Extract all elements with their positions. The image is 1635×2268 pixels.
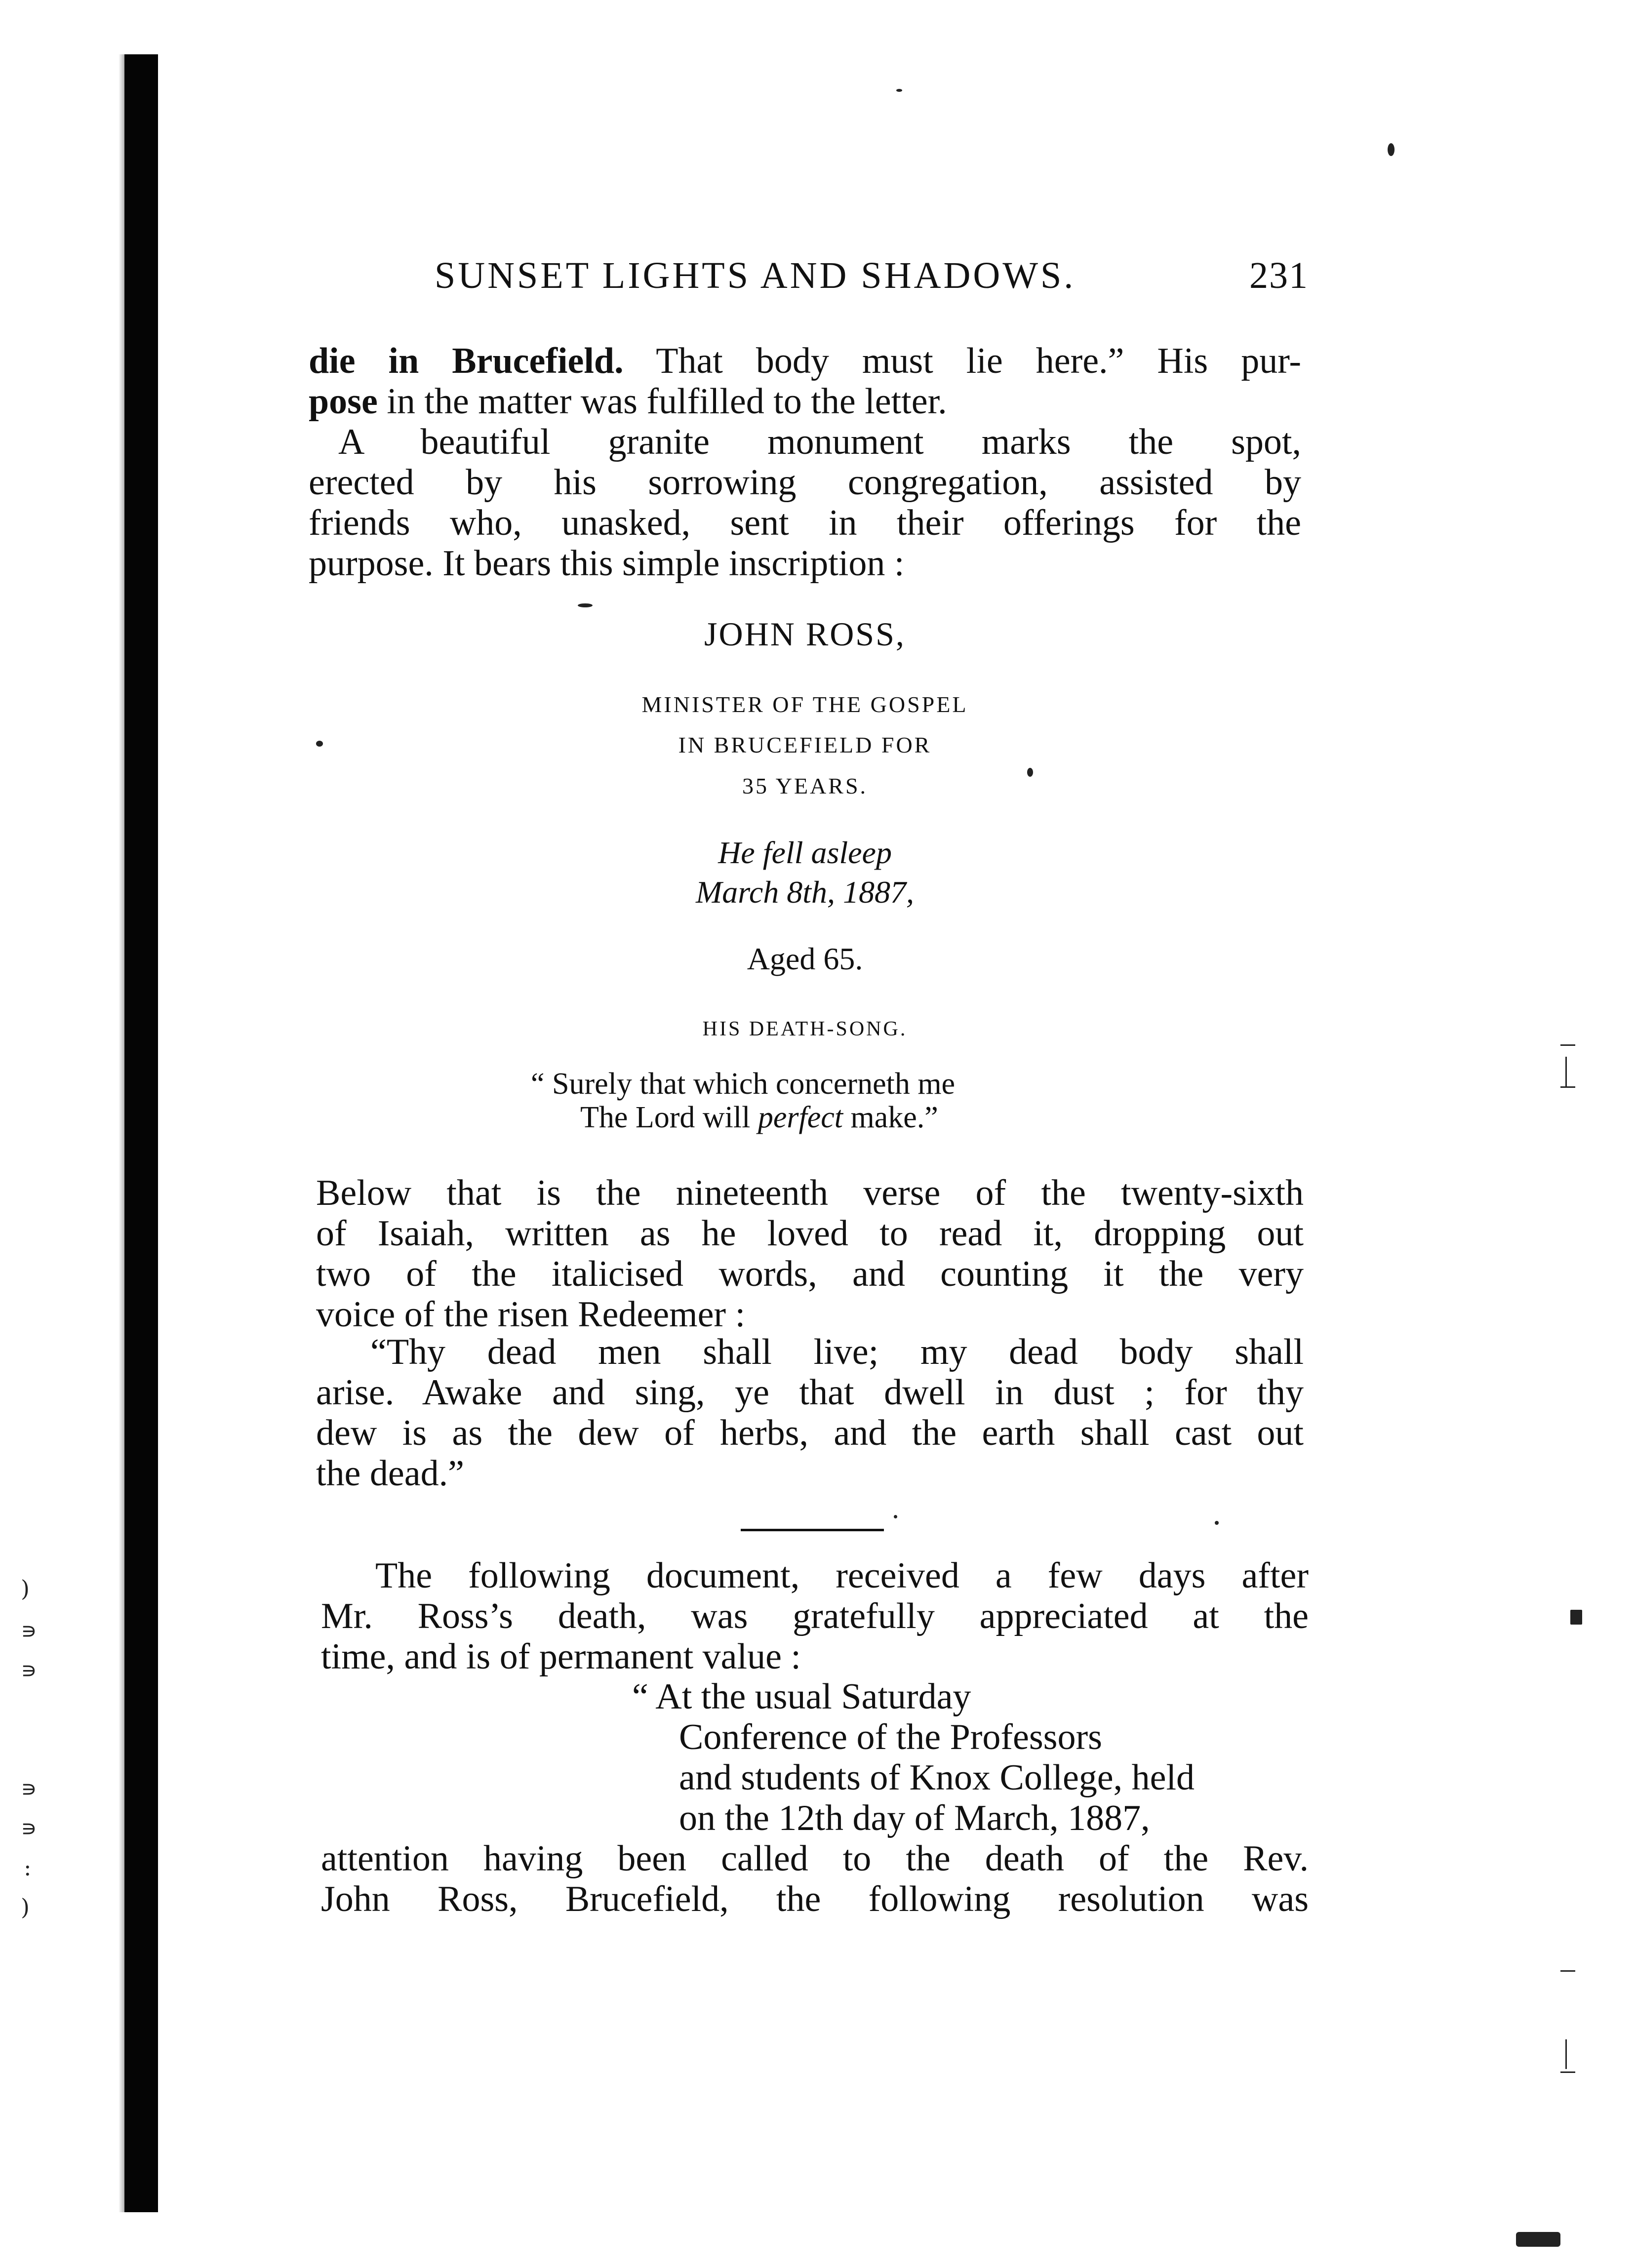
- text-line: arise. Awake and sing, ye that dwell in dust ; for thy: [316, 1372, 1304, 1413]
- paragraph-continuation: [309, 341, 1301, 422]
- text-line: voice of the risen Redeemer :: [316, 1294, 746, 1335]
- text-line: erected by his sorrowing congregation, assisted by: [309, 462, 1301, 503]
- text-run: That body must lie here.” His pur-: [656, 341, 1301, 381]
- scan-speck: [1215, 1521, 1219, 1525]
- text-line: of Isaiah, written as he loved to read it, dropping out: [316, 1213, 1304, 1254]
- text-line: [309, 381, 1301, 422]
- binding-shadow: [124, 54, 158, 2212]
- inscription-minister-line: MINISTER OF THE GOSPEL: [641, 692, 968, 717]
- scan-dash: [1560, 2071, 1575, 2073]
- text-line: The following document, received a few days after: [375, 1555, 1309, 1596]
- text-line: Mr. Ross’s death, was gratefully appreciated at the: [321, 1596, 1309, 1636]
- margin-mark: ∍: [21, 1617, 38, 1644]
- margin-mark: :: [24, 1854, 32, 1881]
- margin-mark: ): [21, 1894, 30, 1920]
- scan-speck: [1570, 1610, 1582, 1625]
- page-number: 231: [1249, 255, 1309, 296]
- margin-mark: ∍: [21, 1815, 38, 1841]
- text-line: Below that is the nineteenth verse of the twenty-sixth: [316, 1173, 1304, 1213]
- paragraph-resolution-continued: [321, 1838, 1309, 1919]
- scan-dash: [1560, 1970, 1575, 1972]
- inscription-date: March 8th, 1887,: [695, 875, 915, 910]
- text-line: “Thy dead men shall live; my dead body shall: [370, 1332, 1304, 1372]
- scan-dash: [1560, 1086, 1575, 1088]
- text-line: two of the italicised words, and counting it the very: [316, 1254, 1304, 1294]
- paragraph-document: [321, 1555, 1309, 1677]
- scan-speck: [1388, 143, 1395, 156]
- scan-speck: [578, 603, 593, 607]
- inscription-aged: Aged 65.: [747, 941, 863, 976]
- paragraph-isaiah: [316, 1173, 1304, 1335]
- text-run: make.”: [843, 1101, 938, 1134]
- resolution-line: Conference of the Professors: [679, 1717, 1102, 1757]
- text-line: the dead.”: [316, 1453, 464, 1494]
- scan-dash: [1565, 2039, 1567, 2069]
- paragraph-scripture-quote: [316, 1332, 1304, 1494]
- section-divider: [741, 1529, 884, 1531]
- death-song-heading: HIS DEATH-SONG.: [702, 1018, 908, 1040]
- scan-dash: [1565, 1057, 1567, 1086]
- resolution-line: “ At the usual Saturday: [632, 1676, 971, 1717]
- bold-text: pose: [309, 381, 378, 422]
- text-line: purpose. It bears this simple inscription :: [309, 543, 905, 584]
- margin-mark: ∍: [21, 1657, 38, 1683]
- inscription-fell-asleep: He fell asleep: [718, 835, 892, 870]
- paragraph-monument: [309, 422, 1301, 584]
- running-title: SUNSET LIGHTS AND SHADOWS.: [435, 255, 1076, 296]
- inscription-minister-line: IN BRUCEFIELD FOR: [678, 732, 932, 757]
- death-song-line: “ Surely that which concerneth me: [531, 1067, 956, 1101]
- text-line: attention having been called to the death of the Rev.: [321, 1838, 1309, 1879]
- inscription-name: JOHN ROSS,: [704, 615, 906, 653]
- scan-speck: [1516, 2232, 1560, 2247]
- text-line: A beautiful granite monument marks the spot,: [338, 422, 1301, 462]
- inscription-years: 35 YEARS.: [742, 773, 868, 798]
- scan-dash: [1560, 1044, 1575, 1046]
- bold-text: die in Brucefield.: [309, 341, 624, 381]
- text-line: friends who, unasked, sent in their offerings for the: [309, 503, 1301, 543]
- text-line: time, and is of permanent value :: [321, 1636, 801, 1677]
- text-line: dew is as the dew of herbs, and the earth shall cast out: [316, 1413, 1304, 1453]
- margin-mark: ∍: [21, 1775, 38, 1802]
- death-song-line: [580, 1100, 938, 1135]
- text-line: John Ross, Brucefield, the following resolution was: [321, 1879, 1309, 1919]
- scan-speck: [894, 1515, 897, 1518]
- text-run: The Lord will: [580, 1101, 758, 1134]
- text-run: in the matter was fulfilled to the letter.: [387, 381, 947, 422]
- text-line: [309, 341, 1301, 381]
- scan-speck: [896, 89, 902, 92]
- resolution-line: and students of Knox College, held: [679, 1757, 1195, 1798]
- italic-text: perfect: [758, 1101, 843, 1134]
- resolution-line: on the 12th day of March, 1887,: [679, 1798, 1150, 1838]
- running-header: [435, 254, 1309, 299]
- margin-mark: ): [21, 1575, 30, 1602]
